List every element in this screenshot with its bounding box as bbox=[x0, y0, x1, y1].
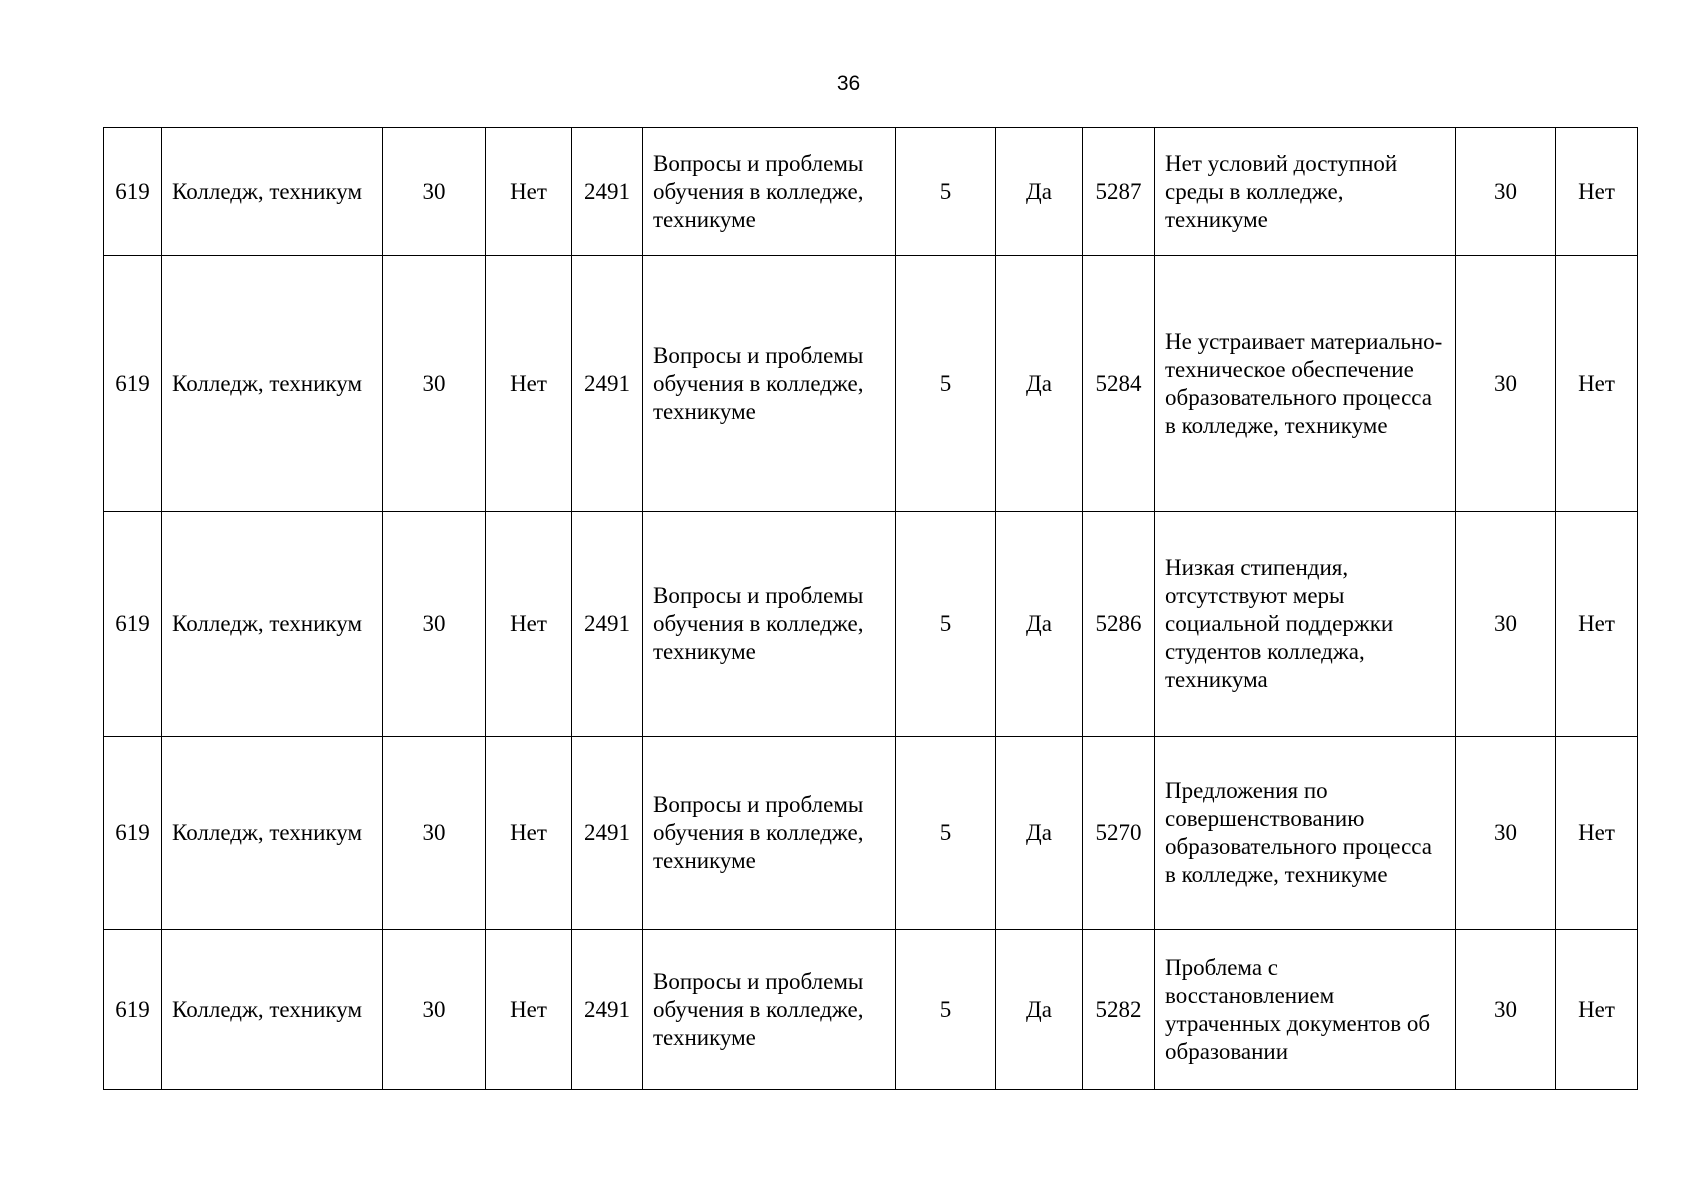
cell-type: Колледж, техникум bbox=[162, 128, 383, 256]
cell-sub-flag: Нет bbox=[1556, 256, 1638, 512]
cell-topic-id: 2491 bbox=[572, 512, 643, 737]
cell-days: 30 bbox=[383, 930, 486, 1090]
table-row bbox=[104, 256, 1638, 512]
cell-sub-topic: Низкая стипендия, отсутствуют меры социальной поддержки студентов колледжа, техникума bbox=[1155, 512, 1456, 737]
cell-sub-id: 5287 bbox=[1083, 128, 1155, 256]
cell-flag: Нет bbox=[486, 128, 572, 256]
cell-topic-flag: Да bbox=[996, 128, 1083, 256]
cell-sub-flag: Нет bbox=[1556, 128, 1638, 256]
cell-flag: Нет bbox=[486, 737, 572, 930]
cell-type: Колледж, техникум bbox=[162, 737, 383, 930]
cell-topic-flag: Да bbox=[996, 512, 1083, 737]
table-row bbox=[104, 128, 1638, 256]
cell-sub-flag: Нет bbox=[1556, 512, 1638, 737]
table-row bbox=[104, 737, 1638, 930]
cell-sub-id: 5284 bbox=[1083, 256, 1155, 512]
cell-topic: Вопросы и проблемы обучения в колледже, техникуме bbox=[643, 128, 896, 256]
cell-flag: Нет bbox=[486, 930, 572, 1090]
cell-flag: Нет bbox=[486, 512, 572, 737]
cell-type: Колледж, техникум bbox=[162, 256, 383, 512]
cell-topic-id: 2491 bbox=[572, 930, 643, 1090]
cell-sub-days: 30 bbox=[1456, 128, 1556, 256]
cell-sub-topic: Предложения по совершенствованию образовательного процесса в колледже, техникуме bbox=[1155, 737, 1456, 930]
table-row bbox=[104, 512, 1638, 737]
cell-sub-days: 30 bbox=[1456, 512, 1556, 737]
cell-sub-topic: Нет условий доступной среды в колледже, техникуме bbox=[1155, 128, 1456, 256]
cell-sub-days: 30 bbox=[1456, 930, 1556, 1090]
cell-topic-id: 2491 bbox=[572, 128, 643, 256]
cell-id: 619 bbox=[104, 930, 162, 1090]
page-number: 36 bbox=[836, 72, 861, 95]
cell-topic: Вопросы и проблемы обучения в колледже, техникуме bbox=[643, 512, 896, 737]
cell-sub-topic: Проблема с восстановлением утраченных документов об образовании bbox=[1155, 930, 1456, 1090]
cell-days: 30 bbox=[383, 512, 486, 737]
cell-topic: Вопросы и проблемы обучения в колледже, техникуме bbox=[643, 256, 896, 512]
cell-id: 619 bbox=[104, 256, 162, 512]
cell-topic-flag: Да bbox=[996, 737, 1083, 930]
cell-topic-days: 5 bbox=[896, 128, 996, 256]
document-table bbox=[103, 127, 1638, 1090]
cell-type: Колледж, техникум bbox=[162, 512, 383, 737]
cell-sub-id: 5270 bbox=[1083, 737, 1155, 930]
cell-sub-flag: Нет bbox=[1556, 737, 1638, 930]
cell-topic-days: 5 bbox=[896, 930, 996, 1090]
cell-days: 30 bbox=[383, 128, 486, 256]
cell-sub-id: 5282 bbox=[1083, 930, 1155, 1090]
cell-topic-days: 5 bbox=[896, 256, 996, 512]
cell-type: Колледж, техникум bbox=[162, 930, 383, 1090]
cell-id: 619 bbox=[104, 737, 162, 930]
cell-topic-flag: Да bbox=[996, 256, 1083, 512]
cell-days: 30 bbox=[383, 256, 486, 512]
cell-id: 619 bbox=[104, 512, 162, 737]
cell-sub-days: 30 bbox=[1456, 256, 1556, 512]
cell-topic-days: 5 bbox=[896, 737, 996, 930]
cell-topic-id: 2491 bbox=[572, 737, 643, 930]
cell-sub-flag: Нет bbox=[1556, 930, 1638, 1090]
cell-sub-topic: Не устраивает материально-техническое обеспечение образовательного процесса в колледже, техникуме bbox=[1155, 256, 1456, 512]
cell-id: 619 bbox=[104, 128, 162, 256]
cell-topic-flag: Да bbox=[996, 930, 1083, 1090]
cell-topic-id: 2491 bbox=[572, 256, 643, 512]
table-row bbox=[104, 930, 1638, 1090]
cell-flag: Нет bbox=[486, 256, 572, 512]
cell-sub-id: 5286 bbox=[1083, 512, 1155, 737]
cell-days: 30 bbox=[383, 737, 486, 930]
cell-topic: Вопросы и проблемы обучения в колледже, техникуме bbox=[643, 737, 896, 930]
cell-topic-days: 5 bbox=[896, 512, 996, 737]
cell-topic: Вопросы и проблемы обучения в колледже, техникуме bbox=[643, 930, 896, 1090]
cell-sub-days: 30 bbox=[1456, 737, 1556, 930]
